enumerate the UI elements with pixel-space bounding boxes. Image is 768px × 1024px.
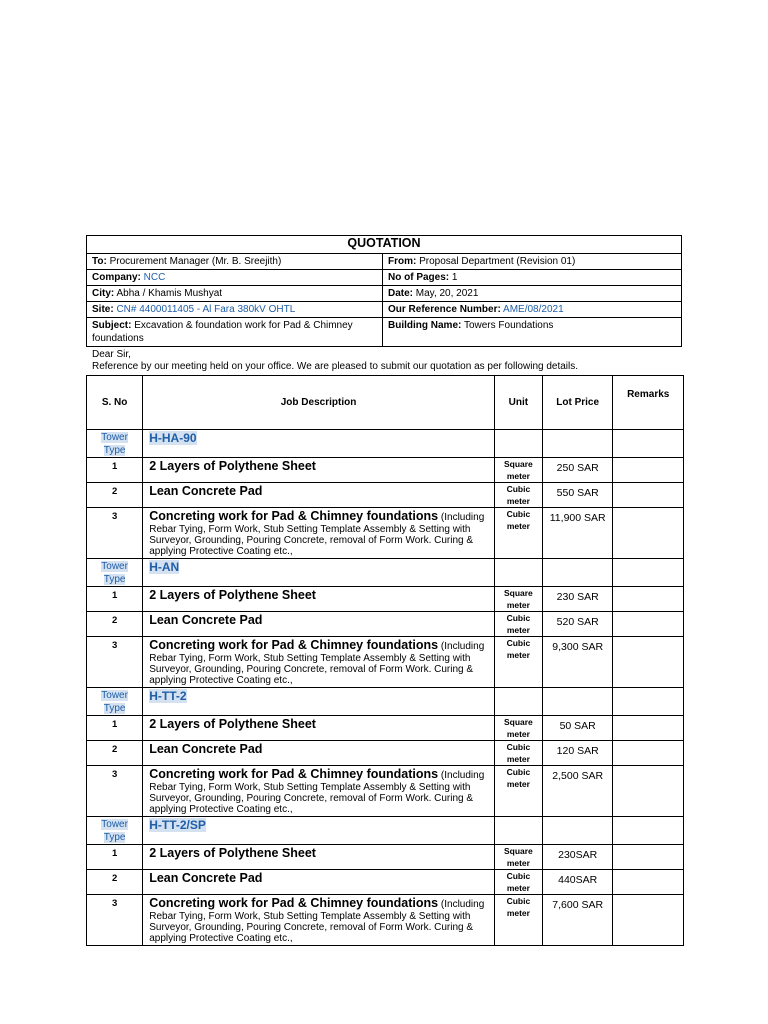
tower-code-cell xyxy=(143,430,495,458)
remarks-cell xyxy=(613,817,684,845)
header-description: Job Description xyxy=(143,376,495,430)
table-row xyxy=(87,637,684,688)
unit-cell: Cubic meter xyxy=(494,766,542,817)
reference-cell xyxy=(383,302,682,318)
job-description-cell xyxy=(143,870,495,895)
job-title: 2 Layers of Polythene Sheet xyxy=(149,459,316,473)
unit-cell: Cubic meter xyxy=(494,895,542,946)
pages-label: No of Pages: xyxy=(388,272,450,283)
table-row xyxy=(87,508,684,559)
job-description-cell xyxy=(143,508,495,559)
remarks-cell xyxy=(613,741,684,766)
job-description-cell xyxy=(143,716,495,741)
date-value: May, 20, 2021 xyxy=(413,288,479,299)
job-title: Lean Concrete Pad xyxy=(149,742,263,756)
reference-value: AME/08/2021 xyxy=(500,304,564,315)
unit-cell: Cubic meter xyxy=(494,483,542,508)
tower-code: H-TT-2/SP xyxy=(149,818,206,832)
remarks-cell xyxy=(613,587,684,612)
tower-code: H-TT-2 xyxy=(149,689,187,703)
serial-number: 3 xyxy=(87,637,143,688)
tower-code: H-HA-90 xyxy=(149,431,197,445)
tower-code-cell xyxy=(143,817,495,845)
job-title: 2 Layers of Polythene Sheet xyxy=(149,588,316,602)
tower-code-cell xyxy=(143,688,495,716)
tower-type-row xyxy=(87,559,684,587)
unit-cell: Square meter xyxy=(494,845,542,870)
unit-cell: Cubic meter xyxy=(494,741,542,766)
remarks-cell xyxy=(613,766,684,817)
table-row xyxy=(87,458,684,483)
remarks-cell xyxy=(613,637,684,688)
lot-price-cell: 2,500 SAR xyxy=(542,766,613,817)
reference-label: Our Reference Number: xyxy=(388,304,501,315)
unit-cell-empty xyxy=(494,817,542,845)
to-cell xyxy=(87,254,383,270)
serial-number: 2 xyxy=(87,612,143,637)
city-value: Abha / Khamis Mushyat xyxy=(114,288,223,299)
lot-price-cell: 250 SAR xyxy=(542,458,613,483)
header-sno: S. No xyxy=(87,376,143,430)
document-title: QUOTATION xyxy=(87,236,682,254)
lot-price-cell: 520 SAR xyxy=(542,612,613,637)
tower-type-label-cell xyxy=(87,559,143,587)
subject-cell xyxy=(87,318,383,347)
job-detail: (Including Rebar Tying, Form Work, Stub Setting Template Assembly & Setting with Surveyor, Grounding, Pouring Concrete, removal of Form Work. Curing & applying Protective Coating etc., xyxy=(149,899,485,944)
from-value: Proposal Department (Revision 01) xyxy=(416,256,576,267)
table-row xyxy=(87,716,684,741)
building-value: Towers Foundations xyxy=(461,320,554,331)
price-cell-empty xyxy=(542,430,613,458)
serial-number: 1 xyxy=(87,587,143,612)
serial-number: 3 xyxy=(87,895,143,946)
unit-cell: Cubic meter xyxy=(494,870,542,895)
building-label: Building Name: xyxy=(388,320,462,331)
intro-text: Reference by our meeting held on your office. We are pleased to submit our quotation as per following details. xyxy=(92,361,579,372)
from-cell xyxy=(383,254,682,270)
remarks-cell xyxy=(613,688,684,716)
table-row xyxy=(87,895,684,946)
job-detail: (Including Rebar Tying, Form Work, Stub Setting Template Assembly & Setting with Surveyor, Grounding, Pouring Concrete, removal of Form Work. Curing & applying Protective Coating etc., xyxy=(149,512,485,557)
quotation-document xyxy=(86,235,684,946)
serial-number: 1 xyxy=(87,716,143,741)
price-cell-empty xyxy=(542,559,613,587)
table-row xyxy=(87,587,684,612)
remarks-cell xyxy=(613,559,684,587)
remarks-cell xyxy=(613,458,684,483)
job-description-cell xyxy=(143,458,495,483)
job-title: Lean Concrete Pad xyxy=(149,871,263,885)
job-description-cell xyxy=(143,637,495,688)
unit-cell: Square meter xyxy=(494,716,542,741)
unit-cell: Cubic meter xyxy=(494,508,542,559)
subject-label: Subject: xyxy=(92,320,132,331)
remarks-cell xyxy=(613,430,684,458)
from-label: From: xyxy=(388,256,417,267)
job-title: Concreting work for Pad & Chimney foundations xyxy=(149,638,439,652)
unit-cell: Square meter xyxy=(494,587,542,612)
lot-price-cell: 230 SAR xyxy=(542,587,613,612)
city-label: City: xyxy=(92,288,115,299)
lot-price-cell: 11,900 SAR xyxy=(542,508,613,559)
tower-type-row xyxy=(87,688,684,716)
serial-number: 2 xyxy=(87,870,143,895)
tower-code-cell xyxy=(143,559,495,587)
tower-code: H-AN xyxy=(149,560,180,574)
table-header-row xyxy=(87,376,684,430)
pages-cell xyxy=(383,270,682,286)
job-title: 2 Layers of Polythene Sheet xyxy=(149,717,316,731)
header-remarks: Remarks xyxy=(613,376,684,430)
tower-type-label-cell xyxy=(87,688,143,716)
tower-type-row xyxy=(87,430,684,458)
company-value: NCC xyxy=(140,272,166,283)
job-title: 2 Layers of Polythene Sheet xyxy=(149,846,316,860)
site-cell xyxy=(87,302,383,318)
tower-type-label: Tower Type xyxy=(101,432,128,456)
tower-type-label-cell xyxy=(87,817,143,845)
job-detail: (Including Rebar Tying, Form Work, Stub Setting Template Assembly & Setting with Surveyor, Grounding, Pouring Concrete, removal of Form Work. Curing & applying Protective Coating etc., xyxy=(149,641,485,686)
price-cell-empty xyxy=(542,688,613,716)
job-description-cell xyxy=(143,587,495,612)
tower-type-label: Tower Type xyxy=(101,561,128,585)
to-label: To: xyxy=(92,256,107,267)
job-description-cell xyxy=(143,766,495,817)
salutation: Dear Sir, xyxy=(92,349,131,360)
job-title: Lean Concrete Pad xyxy=(149,613,263,627)
unit-cell-empty xyxy=(494,688,542,716)
intro-block xyxy=(86,347,684,375)
job-title: Concreting work for Pad & Chimney foundations xyxy=(149,767,439,781)
lot-price-cell: 120 SAR xyxy=(542,741,613,766)
remarks-cell xyxy=(613,870,684,895)
remarks-cell xyxy=(613,895,684,946)
remarks-cell xyxy=(613,483,684,508)
pages-value: 1 xyxy=(449,272,458,283)
table-row xyxy=(87,845,684,870)
table-row xyxy=(87,870,684,895)
unit-cell-empty xyxy=(494,559,542,587)
job-description-cell xyxy=(143,612,495,637)
table-row xyxy=(87,483,684,508)
unit-cell: Cubic meter xyxy=(494,637,542,688)
remarks-cell xyxy=(613,716,684,741)
tower-type-label: Tower Type xyxy=(101,690,128,714)
table-row xyxy=(87,766,684,817)
serial-number: 3 xyxy=(87,766,143,817)
lot-price-cell: 230SAR xyxy=(542,845,613,870)
building-cell xyxy=(383,318,682,347)
to-value: Procurement Manager (Mr. B. Sreejith) xyxy=(106,256,282,267)
remarks-cell xyxy=(613,845,684,870)
job-description-cell xyxy=(143,741,495,766)
job-title: Lean Concrete Pad xyxy=(149,484,263,498)
quotation-header-table xyxy=(86,235,682,347)
unit-cell: Cubic meter xyxy=(494,612,542,637)
table-row xyxy=(87,612,684,637)
serial-number: 2 xyxy=(87,483,143,508)
unit-cell: Square meter xyxy=(494,458,542,483)
job-detail: (Including Rebar Tying, Form Work, Stub Setting Template Assembly & Setting with Surveyor, Grounding, Pouring Concrete, removal of Form Work. Curing & applying Protective Coating etc., xyxy=(149,770,485,815)
lot-price-cell: 440SAR xyxy=(542,870,613,895)
unit-cell-empty xyxy=(494,430,542,458)
lot-price-cell: 550 SAR xyxy=(542,483,613,508)
header-unit: Unit xyxy=(494,376,542,430)
tower-type-label-cell xyxy=(87,430,143,458)
quotation-items-table xyxy=(86,375,684,946)
site-value: CN# 4400011405 - Al Fara 380kV OHTL xyxy=(113,304,296,315)
tower-type-row xyxy=(87,817,684,845)
tower-type-label: Tower Type xyxy=(101,819,128,843)
serial-number: 3 xyxy=(87,508,143,559)
job-description-cell xyxy=(143,845,495,870)
serial-number: 2 xyxy=(87,741,143,766)
city-cell xyxy=(87,286,383,302)
company-label: Company: xyxy=(92,272,141,283)
site-label: Site: xyxy=(92,304,114,315)
serial-number: 1 xyxy=(87,458,143,483)
price-cell-empty xyxy=(542,817,613,845)
job-description-cell xyxy=(143,895,495,946)
job-title: Concreting work for Pad & Chimney foundations xyxy=(149,509,439,523)
lot-price-cell: 7,600 SAR xyxy=(542,895,613,946)
table-row xyxy=(87,741,684,766)
subject-value: Excavation & foundation work for Pad & Chimney foundations xyxy=(92,320,353,344)
company-cell xyxy=(87,270,383,286)
job-description-cell xyxy=(143,483,495,508)
date-label: Date: xyxy=(388,288,414,299)
job-title: Concreting work for Pad & Chimney foundations xyxy=(149,896,439,910)
header-lot-price: Lot Price xyxy=(542,376,613,430)
date-cell xyxy=(383,286,682,302)
serial-number: 1 xyxy=(87,845,143,870)
remarks-cell xyxy=(613,508,684,559)
lot-price-cell: 50 SAR xyxy=(542,716,613,741)
remarks-cell xyxy=(613,612,684,637)
lot-price-cell: 9,300 SAR xyxy=(542,637,613,688)
